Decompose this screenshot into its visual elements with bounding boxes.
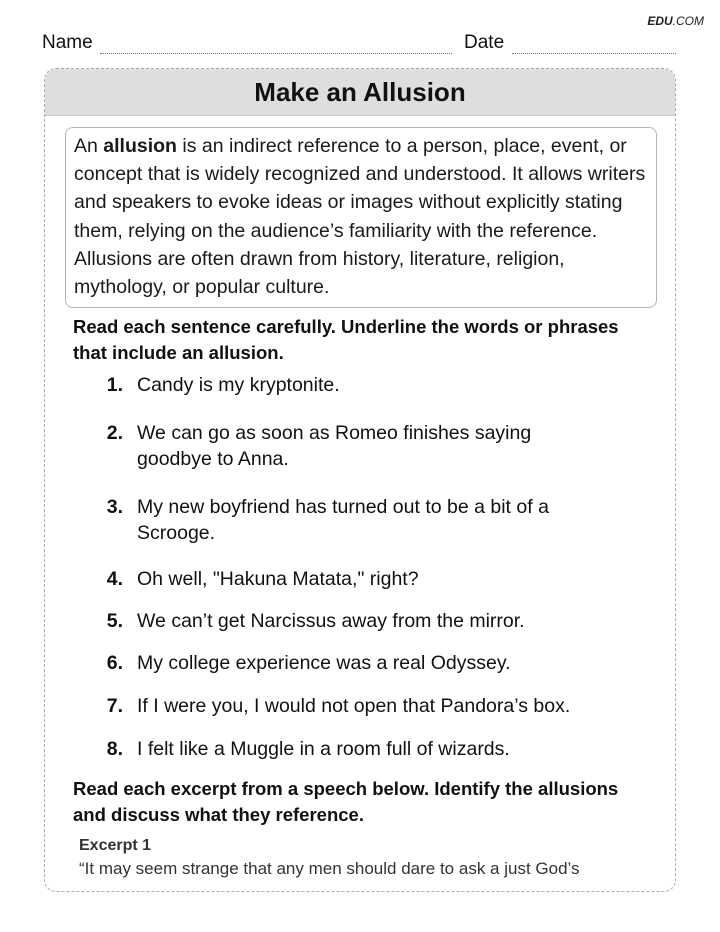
question-number: 5. <box>106 610 123 632</box>
question-number: 7. <box>106 695 123 717</box>
name-label: Name <box>42 32 93 53</box>
question-number: 8. <box>106 738 123 760</box>
question-text[interactable]: My new boyfriend has turned out to be a bit of a Scrooge. <box>137 496 549 544</box>
worksheet-card <box>44 68 676 892</box>
question-number: 6. <box>106 652 123 674</box>
question-number: 2. <box>106 422 123 444</box>
name-field[interactable] <box>42 32 452 54</box>
question-number: 1. <box>106 374 123 396</box>
header-fields <box>42 32 676 54</box>
worksheet-title: Make an Allusion <box>45 69 675 116</box>
definition-term: allusion <box>103 135 177 157</box>
brand-logo-bold: EDU <box>647 14 673 28</box>
date-field[interactable] <box>464 32 676 54</box>
question-text[interactable]: We can’t get Narcissus away from the mirror. <box>137 610 525 632</box>
brand-logo-suffix: .COM <box>672 14 704 28</box>
definition-body: is an indirect reference to a person, place, event, or concept that is widely recognized and understood. It allows writers and speakers to evoke ideas or images without explicitly stating them, relying on the audience’s familiarity with the reference. Allusions are often drawn from history, literature, religion, mythology, or popular culture. <box>74 135 646 299</box>
excerpt-text: “It may seem strange that any men should dare to ask a just God’s <box>79 859 580 878</box>
question-text[interactable]: Candy is my kryptonite. <box>137 374 340 396</box>
brand-logo <box>647 14 704 28</box>
definition-box <box>65 127 657 308</box>
instruction-part1: Read each sentence carefully. Underline the words or phrases that include an allusion. <box>73 316 619 363</box>
question-text[interactable]: If I were you, I would not open that Pandora’s box. <box>137 695 571 717</box>
date-label: Date <box>464 32 505 53</box>
excerpt-title: Excerpt 1 <box>79 837 152 854</box>
question-number: 3. <box>106 496 123 518</box>
question-text[interactable]: My college experience was a real Odyssey. <box>137 652 511 674</box>
question-text[interactable]: We can go as soon as Romeo finishes saying goodbye to Anna. <box>137 422 532 470</box>
instruction-part2: Read each excerpt from a speech below. Identify the allusions and discuss what they reference. <box>73 778 619 825</box>
question-text[interactable]: Oh well, "Hakuna Matata," right? <box>137 568 419 590</box>
date-line <box>512 53 676 54</box>
question-text[interactable]: I felt like a Muggle in a room full of wizards. <box>137 738 510 760</box>
name-line <box>100 53 452 54</box>
definition-pre: An <box>74 135 104 157</box>
question-number: 4. <box>106 568 123 590</box>
